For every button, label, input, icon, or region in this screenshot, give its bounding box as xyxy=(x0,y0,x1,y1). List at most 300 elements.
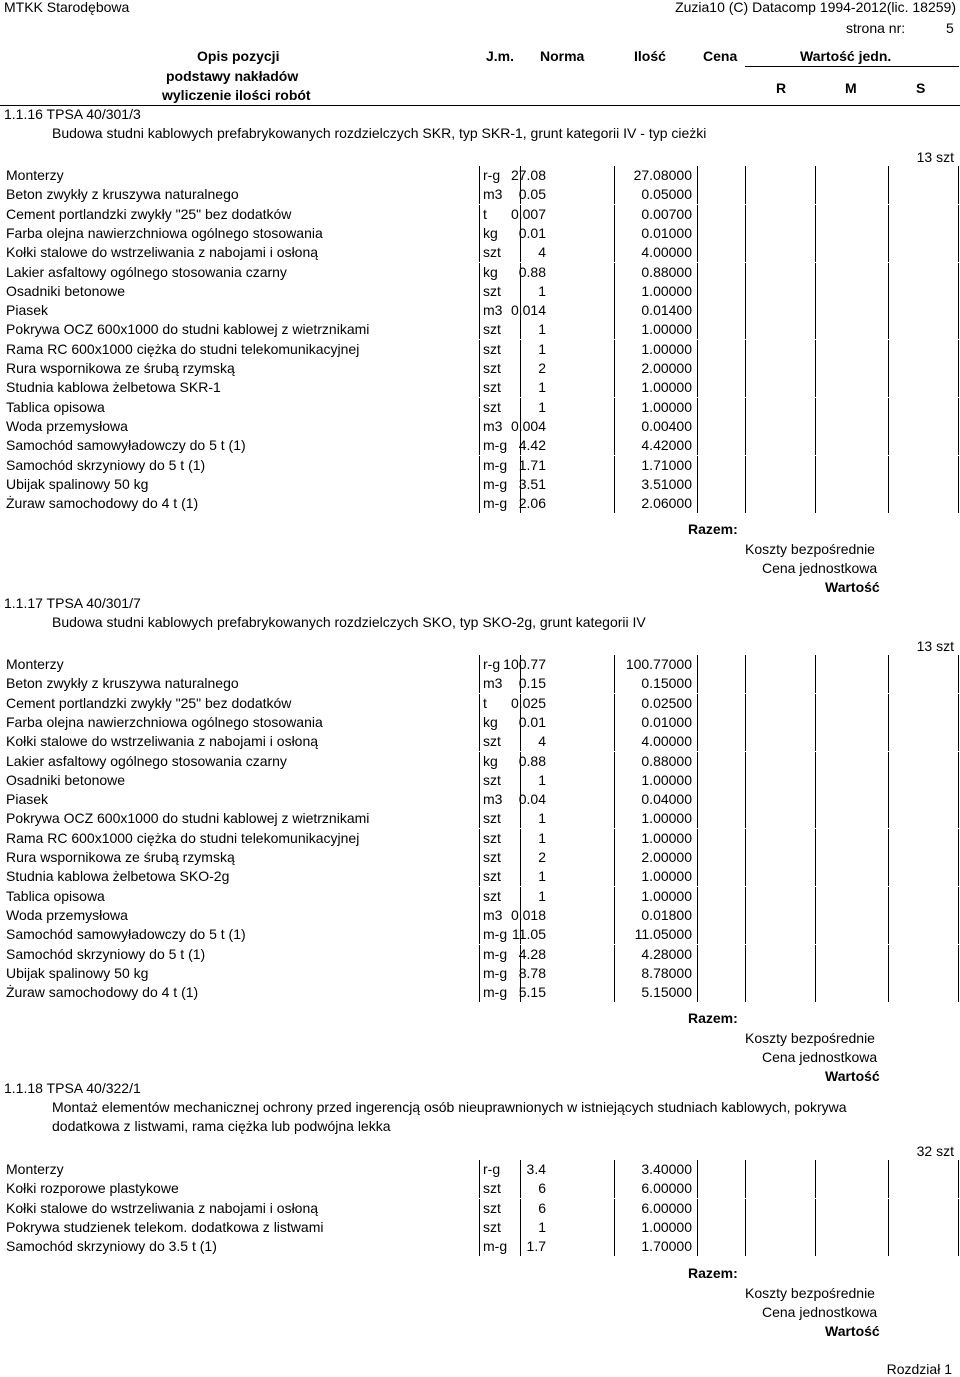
column-divider xyxy=(614,945,615,964)
section-quantity: 32 szt xyxy=(916,1143,954,1159)
row-norm: 3.4 xyxy=(526,1161,546,1177)
column-divider xyxy=(745,456,746,475)
row-desc: Samochód samowyładowczy do 5 t (1) xyxy=(6,437,246,454)
row-norm: 100.77 xyxy=(503,656,546,672)
row-qty: 1.71000 xyxy=(641,456,692,473)
column-divider xyxy=(745,1218,746,1237)
row-unit: szt xyxy=(483,1199,501,1216)
row-qty: 0.88000 xyxy=(641,263,692,280)
column-divider xyxy=(745,867,746,886)
column-divider xyxy=(815,359,816,378)
column-divider xyxy=(958,475,959,494)
column-divider xyxy=(697,224,698,243)
row-desc: Osadniki betonowe xyxy=(6,771,126,788)
row-qty: 1.00000 xyxy=(641,398,692,415)
column-divider xyxy=(745,282,746,301)
row-qty: 4.00000 xyxy=(641,244,692,261)
column-divider xyxy=(815,790,816,809)
column-divider xyxy=(815,674,816,693)
row-desc: Cement portlandzki zwykły "25" bez dodatków xyxy=(6,694,292,711)
table-row xyxy=(0,1179,960,1198)
row-qty: 1.00000 xyxy=(641,810,692,827)
row-norm: 2.06 xyxy=(518,495,546,512)
razem-label: Razem: xyxy=(688,521,738,538)
column-divider xyxy=(815,398,816,417)
column-divider xyxy=(958,1199,959,1218)
row-qty: 0.01000 xyxy=(641,713,692,730)
row-desc: Woda przemysłowa xyxy=(6,906,128,923)
column-divider xyxy=(697,359,698,378)
row-norm: 1 xyxy=(538,321,546,338)
column-divider xyxy=(479,205,480,224)
row-desc: Tablica opisowa xyxy=(6,398,105,415)
column-divider xyxy=(958,925,959,944)
column-divider xyxy=(888,906,889,925)
table-row xyxy=(0,456,960,475)
column-divider xyxy=(697,456,698,475)
column-divider xyxy=(614,494,615,513)
row-norm: 1 xyxy=(538,810,546,827)
column-divider xyxy=(520,340,521,359)
column-divider xyxy=(697,925,698,944)
row-unit: t xyxy=(483,694,487,711)
column-divider xyxy=(479,417,480,436)
row-desc: Pokrywa OCZ 600x1000 do studni kablowej z wietrznikami xyxy=(6,321,370,338)
column-divider xyxy=(614,906,615,925)
column-divider xyxy=(815,867,816,886)
column-divider xyxy=(815,263,816,282)
header-unit: J.m. xyxy=(486,48,515,64)
row-qty: 0.15000 xyxy=(641,675,692,692)
column-divider xyxy=(815,809,816,828)
column-divider xyxy=(888,1237,889,1256)
column-divider xyxy=(697,475,698,494)
row-desc: Samochód skrzyniowy do 3.5 t (1) xyxy=(6,1238,217,1255)
column-divider xyxy=(520,320,521,339)
column-divider xyxy=(520,1160,521,1179)
row-unit: kg xyxy=(483,224,498,241)
row-unit: m-g xyxy=(483,475,508,492)
row-norm: 1 xyxy=(538,829,546,846)
column-divider xyxy=(745,655,746,674)
row-desc: Ubijak spalinowy 50 kg xyxy=(6,475,149,492)
column-divider xyxy=(888,752,889,771)
table-row xyxy=(0,809,960,828)
row-norm: 1 xyxy=(538,1218,546,1235)
page-number: 5 xyxy=(946,20,954,36)
row-unit: r-g xyxy=(483,656,501,672)
column-divider xyxy=(479,320,480,339)
column-divider xyxy=(697,166,698,185)
column-divider xyxy=(745,166,746,185)
column-divider xyxy=(479,263,480,282)
column-divider xyxy=(520,301,521,320)
table-row xyxy=(0,925,960,944)
column-divider xyxy=(745,340,746,359)
row-desc: Samochód skrzyniowy do 5 t (1) xyxy=(6,456,206,473)
row-qty: 1.00000 xyxy=(641,829,692,846)
column-divider xyxy=(958,224,959,243)
column-divider xyxy=(697,243,698,262)
row-desc: Samochód samowyładowczy do 5 t (1) xyxy=(6,926,246,943)
column-divider xyxy=(815,887,816,906)
row-qty: 6.00000 xyxy=(641,1180,692,1197)
column-divider xyxy=(745,1237,746,1256)
column-divider xyxy=(958,887,959,906)
table-row xyxy=(0,655,960,674)
row-unit: szt xyxy=(483,829,501,846)
column-divider xyxy=(479,1199,480,1218)
row-qty: 0.01400 xyxy=(641,302,692,319)
row-qty: 0.00700 xyxy=(641,205,692,222)
column-divider xyxy=(614,243,615,262)
column-divider xyxy=(697,301,698,320)
row-norm: 0.025 xyxy=(510,694,546,711)
column-divider xyxy=(958,829,959,848)
column-divider xyxy=(614,475,615,494)
column-divider xyxy=(697,1199,698,1218)
column-divider xyxy=(479,655,480,674)
column-divider xyxy=(520,166,521,185)
column-divider xyxy=(958,301,959,320)
table-row xyxy=(0,320,960,339)
column-divider xyxy=(520,378,521,397)
row-qty: 1.00000 xyxy=(641,1218,692,1235)
column-divider xyxy=(520,867,521,886)
column-divider xyxy=(697,320,698,339)
column-divider xyxy=(479,398,480,417)
row-unit: r-g xyxy=(483,1161,501,1177)
header-desc-3: wyliczenie ilości robót xyxy=(162,87,311,103)
column-divider xyxy=(958,243,959,262)
column-divider xyxy=(815,475,816,494)
row-norm: 6 xyxy=(538,1180,546,1197)
column-divider xyxy=(888,282,889,301)
row-unit: kg xyxy=(483,752,498,769)
column-divider xyxy=(745,771,746,790)
column-divider xyxy=(697,983,698,1002)
table-row xyxy=(0,263,960,282)
row-qty: 3.40000 xyxy=(641,1161,692,1177)
column-divider xyxy=(958,809,959,828)
row-norm: 1.71 xyxy=(518,456,546,473)
column-divider xyxy=(614,301,615,320)
column-divider xyxy=(745,263,746,282)
column-divider xyxy=(520,674,521,693)
row-desc: Samochód skrzyniowy do 5 t (1) xyxy=(6,945,206,962)
row-norm: 0.88 xyxy=(518,263,546,280)
column-divider xyxy=(520,359,521,378)
row-norm: 1.7 xyxy=(526,1238,546,1255)
column-divider xyxy=(745,378,746,397)
column-divider xyxy=(479,243,480,262)
row-unit: szt xyxy=(483,771,501,788)
column-divider xyxy=(520,925,521,944)
row-unit: szt xyxy=(483,360,501,376)
column-divider xyxy=(697,494,698,513)
row-norm: 0.004 xyxy=(510,417,546,434)
column-divider xyxy=(958,340,959,359)
row-desc: Lakier asfaltowy ogólnego stosowania czarny xyxy=(6,752,287,769)
column-divider xyxy=(815,829,816,848)
header-desc-1: Opis pozycji xyxy=(197,48,280,64)
column-divider xyxy=(745,925,746,944)
column-divider xyxy=(479,848,480,867)
column-divider xyxy=(479,185,480,204)
row-norm: 1 xyxy=(538,771,546,788)
row-norm: 27.08 xyxy=(510,167,546,183)
column-divider xyxy=(888,205,889,224)
column-divider xyxy=(815,185,816,204)
row-desc: Żuraw samochodowy do 4 t (1) xyxy=(6,984,199,1001)
column-divider xyxy=(697,185,698,204)
column-divider xyxy=(614,436,615,455)
section-code: 1.1.18 TPSA 40/322/1 xyxy=(4,1080,141,1096)
row-qty: 0.04000 xyxy=(641,791,692,808)
column-divider xyxy=(479,925,480,944)
column-divider xyxy=(614,1237,615,1256)
row-qty: 1.70000 xyxy=(641,1238,692,1255)
razem-label: Razem: xyxy=(688,1010,738,1027)
column-divider xyxy=(745,494,746,513)
column-divider xyxy=(479,1237,480,1256)
column-divider xyxy=(614,732,615,751)
row-desc: Kołki stalowe do wstrzeliwania z nabojami i osłoną xyxy=(6,1199,319,1216)
row-norm: 0.04 xyxy=(518,791,546,808)
column-divider xyxy=(888,475,889,494)
row-qty: 4.42000 xyxy=(641,437,692,454)
column-divider xyxy=(614,809,615,828)
column-divider xyxy=(958,185,959,204)
column-divider xyxy=(815,224,816,243)
column-divider xyxy=(520,771,521,790)
column-divider xyxy=(614,848,615,867)
column-divider xyxy=(958,456,959,475)
row-desc: Studnia kablowa żelbetowa SKR-1 xyxy=(6,379,221,396)
column-divider xyxy=(815,378,816,397)
column-divider xyxy=(697,732,698,751)
column-divider xyxy=(815,166,816,185)
column-divider xyxy=(815,694,816,713)
table-row xyxy=(0,417,960,436)
table-row xyxy=(0,713,960,732)
row-desc: Piasek xyxy=(6,302,49,319)
column-divider xyxy=(479,436,480,455)
column-divider xyxy=(697,378,698,397)
column-divider xyxy=(697,945,698,964)
column-divider xyxy=(888,436,889,455)
column-divider xyxy=(745,224,746,243)
column-divider xyxy=(815,771,816,790)
row-desc: Beton zwykły z kruszywa naturalnego xyxy=(6,186,239,203)
column-divider xyxy=(479,674,480,693)
column-divider xyxy=(958,964,959,983)
column-divider xyxy=(614,1179,615,1198)
row-qty: 1.00000 xyxy=(641,282,692,299)
row-unit: m-g xyxy=(483,1238,508,1255)
row-desc: Kołki stalowe do wstrzeliwania z nabojami i osłoną xyxy=(6,733,319,750)
row-unit: m-g xyxy=(483,964,508,981)
column-divider xyxy=(697,964,698,983)
table-row xyxy=(0,945,960,964)
row-qty: 27.08000 xyxy=(633,167,692,183)
column-divider xyxy=(958,378,959,397)
column-divider xyxy=(745,674,746,693)
row-desc: Kołki rozporowe plastykowe xyxy=(6,1180,179,1197)
column-divider xyxy=(958,945,959,964)
column-divider xyxy=(614,694,615,713)
column-divider xyxy=(888,790,889,809)
row-qty: 0.00400 xyxy=(641,417,692,434)
software-label: Zuzia10 (C) Datacomp 1994-2012(lic. 18259) xyxy=(675,0,956,15)
column-divider xyxy=(888,1179,889,1198)
column-divider xyxy=(520,848,521,867)
row-desc: Pokrywa studzienek telekom. dodatkowa z listwami xyxy=(6,1218,324,1235)
footer-chapter: Rozdział 1 xyxy=(886,1361,952,1377)
column-divider xyxy=(697,655,698,674)
column-divider xyxy=(614,417,615,436)
column-divider xyxy=(479,1218,480,1237)
table-row xyxy=(0,436,960,455)
column-divider xyxy=(958,848,959,867)
column-divider xyxy=(815,1160,816,1179)
column-divider xyxy=(614,829,615,848)
column-divider xyxy=(958,1237,959,1256)
row-norm: 11.05 xyxy=(512,926,546,943)
column-divider xyxy=(614,790,615,809)
row-norm: 0.88 xyxy=(518,752,546,769)
value-label: Wartość xyxy=(825,1322,880,1339)
column-divider xyxy=(479,867,480,886)
column-divider xyxy=(745,694,746,713)
column-divider xyxy=(697,809,698,828)
column-divider xyxy=(697,1160,698,1179)
row-desc: Rura wspornikowa ze śrubą rzymską xyxy=(6,849,235,865)
column-divider xyxy=(520,694,521,713)
column-divider xyxy=(479,694,480,713)
column-divider xyxy=(520,655,521,674)
column-divider xyxy=(745,243,746,262)
row-unit: szt xyxy=(483,379,501,396)
column-divider xyxy=(958,694,959,713)
section-title: Montaż elementów mechanicznej ochrony przed ingerencją osób nieuprawnionych w istniejących studniach kablowych, pokrywa xyxy=(52,1099,847,1115)
column-divider xyxy=(815,205,816,224)
column-divider xyxy=(745,906,746,925)
table-row xyxy=(0,340,960,359)
column-divider xyxy=(745,359,746,378)
row-unit: szt xyxy=(483,868,501,885)
column-divider xyxy=(958,790,959,809)
section-quantity: 13 szt xyxy=(916,638,954,654)
row-unit: m-g xyxy=(483,984,508,1001)
column-divider xyxy=(697,829,698,848)
row-norm: 0.018 xyxy=(510,906,546,923)
column-divider xyxy=(479,301,480,320)
column-divider xyxy=(745,320,746,339)
header-s: S xyxy=(916,80,926,96)
column-divider xyxy=(958,263,959,282)
row-desc: Lakier asfaltowy ogólnego stosowania czarny xyxy=(6,263,287,280)
column-divider xyxy=(479,475,480,494)
column-divider xyxy=(520,790,521,809)
column-divider xyxy=(815,494,816,513)
row-desc: Rama RC 600x1000 ciężka do studni telekomunikacyjnej xyxy=(6,340,360,357)
row-desc: Farba olejna nawierzchniowa ogólnego stosowania xyxy=(6,713,323,730)
row-qty: 0.05000 xyxy=(641,186,692,203)
section-title: Budowa studni kablowych prefabrykowanych rozdzielczych SKO, typ SKO-2g, grunt kategorii IV xyxy=(52,614,646,630)
column-divider xyxy=(888,340,889,359)
column-divider xyxy=(888,1199,889,1218)
column-divider xyxy=(815,1179,816,1198)
row-norm: 1 xyxy=(538,887,546,904)
column-divider xyxy=(479,964,480,983)
row-desc: Kołki stalowe do wstrzeliwania z nabojami i osłoną xyxy=(6,244,319,261)
table-row xyxy=(0,674,960,693)
row-norm: 2 xyxy=(538,360,546,376)
section-title-cont: dodatkowa z listwami, rama ciężka lub podwójna lekka xyxy=(52,1118,391,1134)
column-divider xyxy=(888,398,889,417)
row-norm: 4 xyxy=(538,244,546,261)
row-desc: Monterzy xyxy=(6,656,64,672)
column-divider xyxy=(697,205,698,224)
row-norm: 0.014 xyxy=(510,302,546,319)
table-row xyxy=(0,964,960,983)
row-norm: 0.01 xyxy=(518,713,546,730)
column-divider xyxy=(520,732,521,751)
column-divider xyxy=(745,398,746,417)
value-label: Wartość xyxy=(825,579,880,596)
column-divider xyxy=(614,359,615,378)
row-desc: Monterzy xyxy=(6,1161,64,1177)
row-qty: 8.78000 xyxy=(641,964,692,981)
row-unit: m3 xyxy=(483,417,503,434)
table-row xyxy=(0,282,960,301)
column-divider xyxy=(958,655,959,674)
column-divider xyxy=(888,456,889,475)
row-unit: m3 xyxy=(483,675,503,692)
column-divider xyxy=(888,320,889,339)
column-divider xyxy=(614,752,615,771)
column-divider xyxy=(479,340,480,359)
direct-costs-label: Koszty bezpośrednie xyxy=(745,1284,875,1301)
column-divider xyxy=(479,713,480,732)
column-divider xyxy=(958,494,959,513)
column-divider xyxy=(614,887,615,906)
row-norm: 1 xyxy=(538,340,546,357)
row-norm: 4.28 xyxy=(518,945,546,962)
column-divider xyxy=(745,829,746,848)
column-divider xyxy=(614,320,615,339)
column-divider xyxy=(520,417,521,436)
column-divider xyxy=(697,752,698,771)
row-norm: 1 xyxy=(538,379,546,396)
column-divider xyxy=(614,1160,615,1179)
column-divider xyxy=(958,1218,959,1237)
column-divider xyxy=(520,224,521,243)
table-row xyxy=(0,829,960,848)
column-divider xyxy=(958,436,959,455)
column-divider xyxy=(745,417,746,436)
table-row xyxy=(0,752,960,771)
column-divider xyxy=(697,887,698,906)
row-unit: m3 xyxy=(483,302,503,319)
column-divider xyxy=(888,867,889,886)
column-divider xyxy=(479,224,480,243)
row-qty: 5.15000 xyxy=(641,984,692,1001)
table-row xyxy=(0,166,960,185)
page-label: strona nr: xyxy=(846,20,906,36)
table-row xyxy=(0,243,960,262)
